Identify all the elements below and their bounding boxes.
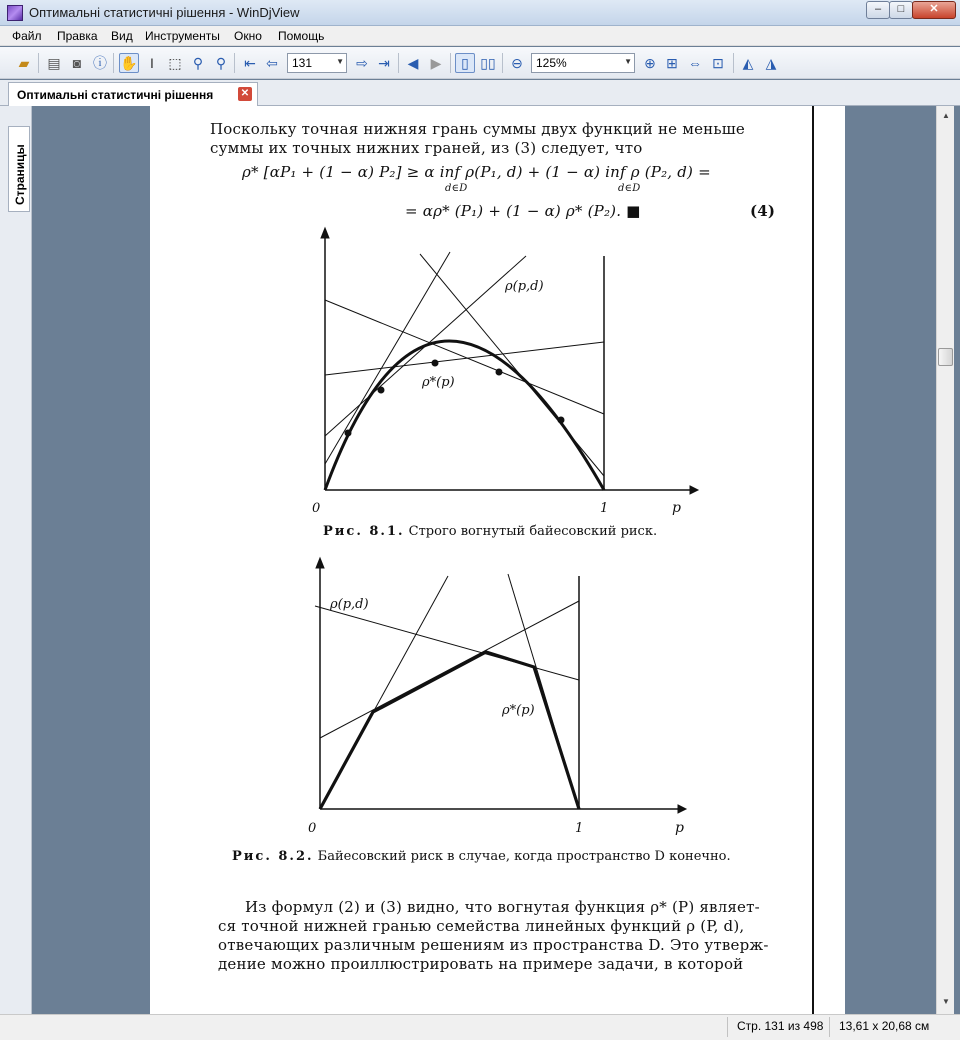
- page-size: 13,61 x 20,68 см: [839, 1019, 930, 1033]
- maximize-button[interactable]: □: [889, 1, 913, 19]
- windjview-app-icon: [7, 5, 23, 21]
- page-number-input[interactable]: [287, 53, 347, 73]
- risk-line: [315, 606, 579, 680]
- curve-label: ρ(p,d): [505, 279, 544, 294]
- x-axis-label: p: [672, 500, 681, 516]
- curve-label: ρ(p,d): [330, 597, 369, 612]
- figure-8-1: [300, 224, 700, 524]
- print-icon[interactable]: ▤: [47, 55, 61, 71]
- actual-size-icon[interactable]: ⊡: [712, 55, 724, 71]
- open-icon[interactable]: ▰: [18, 55, 30, 71]
- page-number-value: 131: [292, 56, 313, 70]
- y-axis-arrow: [321, 228, 329, 238]
- figure-caption-text: Байесовский риск в случае, когда пространство D конечно.: [317, 849, 731, 864]
- window-title: Оптимальні статистичні рішення - WinDjView: [29, 5, 300, 20]
- menu-window[interactable]: Окно: [234, 29, 262, 43]
- single-page-icon[interactable]: ▯: [455, 53, 475, 73]
- paragraph-line: дение можно проиллюстрировать на примере задачи, в которой: [218, 955, 744, 973]
- x-axis-arrow: [690, 486, 698, 494]
- zoom-rect-icon[interactable]: ⚲: [215, 55, 227, 71]
- pages-panel-tab[interactable]: [8, 126, 30, 212]
- chevron-down-icon[interactable]: ▼: [336, 57, 344, 66]
- facing-pages-icon[interactable]: ▯▯: [480, 55, 496, 71]
- toolbar: [0, 47, 960, 79]
- menu-help[interactable]: Помощь: [278, 29, 325, 43]
- one-label: 1: [575, 821, 584, 836]
- rect-select-icon[interactable]: ⬚: [168, 55, 182, 71]
- paragraph-line: ся точной нижней гранью семейства линейных функций ρ (P, d),: [218, 917, 745, 935]
- scrollbar-thumb[interactable]: [938, 348, 953, 366]
- tangent-line: [325, 252, 450, 464]
- status-divider: [829, 1017, 830, 1037]
- tangent-point: [378, 387, 385, 394]
- minimize-button[interactable]: ‒: [866, 1, 890, 19]
- paragraph-line: Из формул (2) и (3) видно, что вогнутая функция ρ* (P) являет-: [245, 898, 760, 916]
- side-panel: [0, 106, 32, 1014]
- x-axis-arrow: [678, 805, 686, 813]
- toolbar-separator: [234, 53, 235, 73]
- menu-bar: [0, 26, 960, 46]
- tangent-point: [432, 360, 439, 367]
- tangent-point: [558, 417, 565, 424]
- document-tab-bar: [0, 80, 960, 106]
- document-tab[interactable]: [8, 82, 258, 106]
- one-label: 1: [600, 501, 609, 516]
- tangent-point: [496, 369, 503, 376]
- envelope-polyline: [320, 652, 579, 809]
- next-page-icon[interactable]: ⇨: [356, 55, 368, 71]
- vertical-scrollbar[interactable]: [936, 106, 954, 1014]
- fit-page-icon[interactable]: ⊞: [666, 55, 678, 71]
- origin-label: 0: [312, 501, 321, 516]
- envelope-curve: [325, 341, 604, 490]
- fit-width-icon[interactable]: ⇔: [688, 55, 702, 71]
- forward-icon[interactable]: ▶: [430, 55, 442, 71]
- paragraph-line: Поскольку точная нижняя грань суммы двух функций не меньше: [210, 120, 745, 138]
- zoom-out-icon[interactable]: ⊖: [511, 55, 523, 71]
- hand-icon[interactable]: ✋: [120, 55, 138, 71]
- tangent-line: [325, 342, 604, 375]
- formula-subscript: d∈D: [445, 183, 468, 194]
- origin-label: 0: [308, 821, 317, 836]
- close-button[interactable]: ✕: [912, 1, 956, 19]
- text-select-icon[interactable]: I: [150, 55, 154, 71]
- document-page: [150, 106, 845, 1014]
- figure-8-2: [290, 546, 710, 836]
- figure-caption: [232, 849, 731, 864]
- status-bar: [0, 1014, 960, 1040]
- envelope-label: ρ*(p): [422, 375, 455, 390]
- title-bar: [0, 0, 960, 26]
- toolbar-separator: [733, 53, 734, 73]
- x-axis-label: p: [675, 820, 684, 836]
- zoom-in-icon[interactable]: ⊕: [644, 55, 656, 71]
- toolbar-separator: [450, 53, 451, 73]
- rotate-left-icon[interactable]: ◭: [742, 55, 754, 71]
- tab-close-icon[interactable]: ✕: [238, 87, 252, 101]
- zoom-value: 125%: [536, 56, 567, 70]
- scroll-up-icon[interactable]: ▲: [942, 111, 950, 120]
- rotate-right-icon[interactable]: ◮: [765, 55, 777, 71]
- info-icon[interactable]: ⓘ: [93, 55, 107, 71]
- figure-caption-prefix: Рис. 8.1.: [323, 524, 405, 539]
- document-tab-label: Оптимальні статистичні рішення: [17, 88, 214, 102]
- menu-tools[interactable]: Инструменты: [145, 29, 220, 43]
- find-icon[interactable]: ◙: [72, 55, 82, 71]
- menu-file[interactable]: Файл: [12, 29, 42, 43]
- menu-edit[interactable]: Правка: [57, 29, 98, 43]
- prev-page-icon[interactable]: ⇦: [266, 55, 278, 71]
- toolbar-separator: [398, 53, 399, 73]
- formula-number: (4): [750, 202, 776, 220]
- paragraph-line: отвечающих различным решениям из пространства D. Это утверж-: [218, 936, 769, 954]
- y-axis-arrow: [316, 558, 324, 568]
- formula-subscript: d∈D: [618, 183, 641, 194]
- toolbar-separator: [502, 53, 503, 73]
- zoom-select[interactable]: [531, 53, 635, 73]
- scroll-down-icon[interactable]: ▼: [942, 997, 950, 1006]
- page-edge: [812, 106, 820, 1014]
- toolbar-separator: [38, 53, 39, 73]
- toolbar-separator: [113, 53, 114, 73]
- back-icon[interactable]: ◀: [407, 55, 419, 71]
- last-page-icon[interactable]: ⇥: [378, 55, 390, 71]
- magnify-icon[interactable]: ⚲: [192, 55, 204, 71]
- envelope-label: ρ*(p): [502, 703, 535, 718]
- document-viewport[interactable]: [33, 106, 936, 1014]
- tangent-point: [345, 430, 352, 437]
- page-info: Стр. 131 из 498: [737, 1019, 824, 1033]
- figure-caption-text: Строго вогнутый байесовский риск.: [408, 524, 658, 539]
- pages-panel-label: Страницы: [13, 144, 27, 205]
- menu-view[interactable]: Вид: [111, 29, 133, 43]
- figure-caption-prefix: Рис. 8.2.: [232, 849, 314, 864]
- chevron-down-icon[interactable]: ▼: [624, 57, 632, 66]
- formula-line: = αρ* (P₁) + (1 − α) ρ* (P₂). ■: [405, 202, 641, 220]
- first-page-icon[interactable]: ⇤: [244, 55, 256, 71]
- tangent-line: [325, 300, 604, 414]
- status-divider: [727, 1017, 728, 1037]
- formula-line: ρ* [αP₁ + (1 − α) P₂] ≥ α inf ρ(P₁, d) + (1 − α) inf ρ (P₂, d) =: [242, 163, 711, 181]
- paragraph-line: суммы их точных нижних граней, из (3) следует, что: [210, 139, 643, 157]
- figure-caption: [323, 524, 657, 539]
